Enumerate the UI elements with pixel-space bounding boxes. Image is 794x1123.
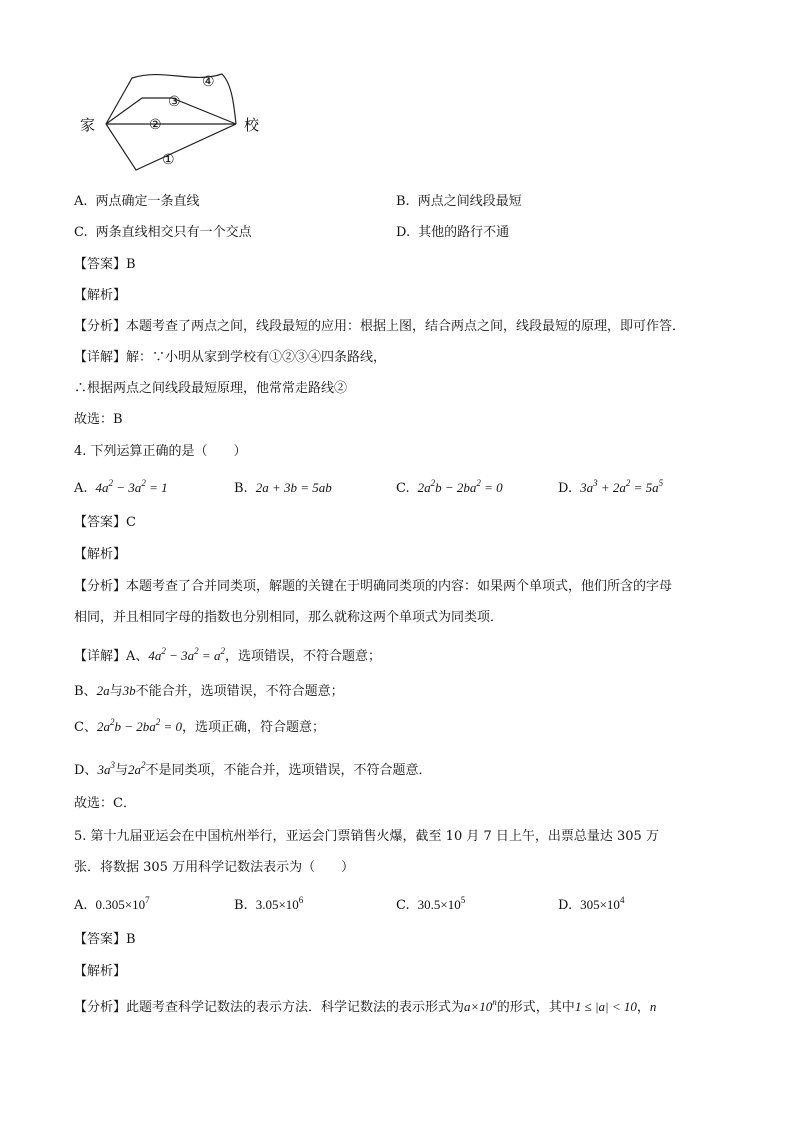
q4-answer: 【答案】C xyxy=(74,515,136,530)
q3-detail-2: ∴根据两点之间线段最短原理，他常常走路线② xyxy=(74,381,348,396)
home-label: 家 xyxy=(80,116,96,134)
q5-stem-1: 5. 第十九届亚运会在中国杭州举行，亚运会门票销售火爆，截至 10 月 7 日上午，出票总量达 305 万 xyxy=(74,829,659,844)
q5-analysis-heading: 【解析】 xyxy=(74,964,127,979)
q4-option-d: D. $3a^3 + 2a^2 = 5a^5$ xyxy=(558,478,664,496)
q4-detail-a: 【详解】A、$4a^2 - 3a^2 = a^2$，选项错误，不符合题意； xyxy=(74,646,381,664)
route-label-1: ① xyxy=(162,152,175,168)
route-label-4: ④ xyxy=(202,74,215,90)
q5-option-d: D. $305\times 10^4$ xyxy=(558,895,625,913)
q5-option-b: B. $3.05\times 10^6$ xyxy=(234,895,304,913)
q4-analysis-heading: 【解析】 xyxy=(74,547,127,562)
q4-detail-b: B、2a与3b不能合并，选项错误，不符合题意； xyxy=(74,683,344,699)
q4-detail-d: D、$3a^3$与$2a^2$不是同类项，不能合并，选项错误，不符合题意． xyxy=(74,760,432,778)
q4-option-a: A. $4a^2 - 3a^2 = 1$ xyxy=(74,478,168,496)
q3-detail-1: 【详解】解：∵小明从家到学校有①②③④四条路线， xyxy=(74,350,387,365)
q5-option-c: C. $30.5\times 10^5$ xyxy=(396,895,466,913)
q5-option-a: A. $0.305\times 10^7$ xyxy=(74,895,150,913)
q4-detail-c: C、$2a^2b - 2ba^2 = 0$，选项正确，符合题意； xyxy=(74,717,326,735)
q4-analysis-1: 【分析】本题考查了合并同类项，解题的关键在于明确同类项的内容：如果两个单项式，他们所含的字母 xyxy=(74,579,673,594)
q5-analysis: 【分析】此题考查科学记数法的表示方法．科学记数法的表示形式为$a\times 10^n$的形式，其中1 ≤ |a| < 10，n xyxy=(74,997,657,1015)
school-label: 校 xyxy=(244,116,260,134)
q4-option-b: B. 2a + 3b = 5ab xyxy=(234,480,332,496)
route-diagram xyxy=(74,66,274,176)
q4-analysis-2: 相同，并且相同字母的指数也分别相同，那么就称这两个单项式为同类项． xyxy=(74,610,504,625)
q4-option-d-expr: $3a^3 + 2a^2 = 5a^5$ xyxy=(580,478,664,495)
q4-stem: 4. 下列运算正确的是（ ） xyxy=(74,444,247,459)
q5-answer: 【答案】B xyxy=(74,932,136,947)
q4-option-a-expr: $4a^2 - 3a^2 = 1$ xyxy=(95,478,168,495)
q5-stem-2: 张．将数据 305 万用科学记数法表示为（ ） xyxy=(74,860,355,875)
q4-option-b-expr: 2a + 3b = 5ab xyxy=(255,480,332,495)
q3-option-b: B. 两点之间线段最短 xyxy=(396,194,522,209)
q3-conclusion: 故选：B xyxy=(74,412,123,427)
q3-option-a: A. 两点确定一条直线 xyxy=(74,194,200,209)
route-label-2: ② xyxy=(149,117,162,133)
q4-conclusion: 故选：C． xyxy=(74,796,136,811)
q3-analysis-heading: 【解析】 xyxy=(74,288,127,303)
q3-answer: 【答案】B xyxy=(74,257,136,272)
route-label-3: ③ xyxy=(168,94,181,110)
q3-analysis: 【分析】本题考查了两点之间，线段最短的应用：根据上图，结合两点之间，线段最短的原理，即可作答． xyxy=(74,319,686,334)
q4-option-c-expr: $2a^2b - 2ba^2 = 0$ xyxy=(417,478,503,495)
q3-option-c: C. 两条直线相交只有一个交点 xyxy=(74,225,252,240)
q4-option-c: C. $2a^2b - 2ba^2 = 0$ xyxy=(396,478,503,496)
q3-option-d: D. 其他的路行不通 xyxy=(396,225,510,240)
